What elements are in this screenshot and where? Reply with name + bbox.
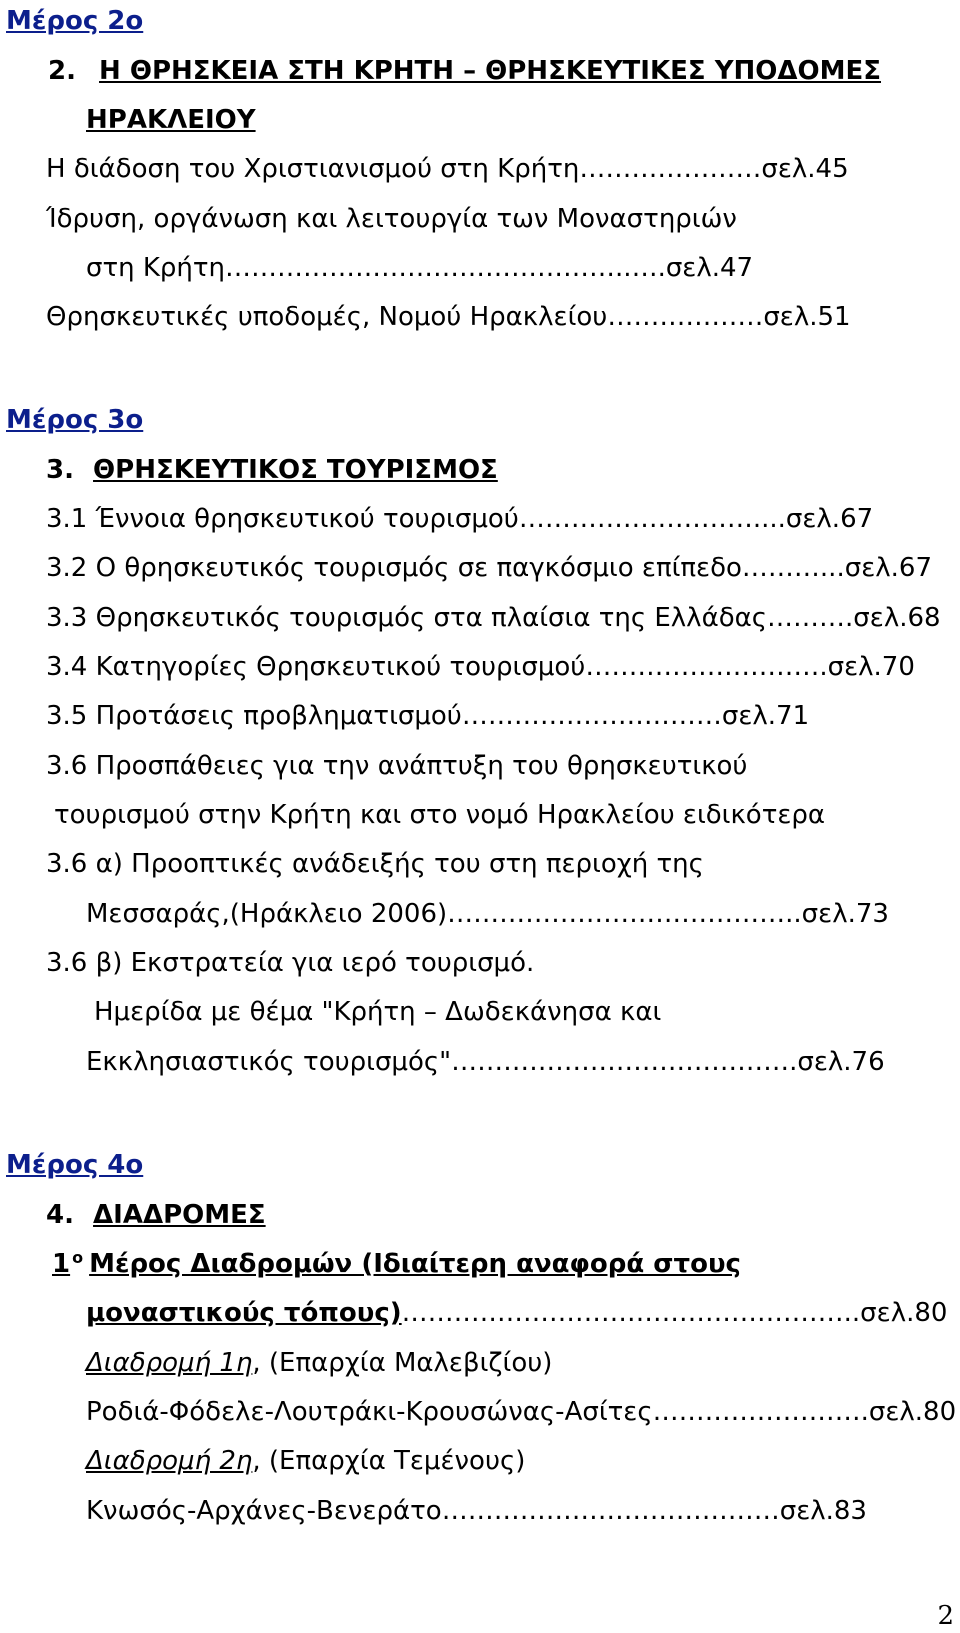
page-number: 2	[937, 1601, 954, 1631]
route-2-path: Κνωσός-Αρχάνες-Βενεράτο…………………………………σελ.83	[86, 1496, 867, 1526]
subsection-page: ……………………………………………..σελ.80	[401, 1298, 948, 1328]
toc-entry: στη Κρήτη………………………………………..….σελ.47	[86, 253, 754, 283]
route-2-region: , (Επαρχία Τεμένους)	[252, 1446, 526, 1476]
subsection-title-line1: Μέρος Διαδρομών (Ιδιαίτερη αναφορά στους	[89, 1249, 741, 1279]
toc-entry: 3.2 Ο θρησκευτικός τουρισμός σε παγκόσμιο επίπεδο………...σελ.67	[46, 553, 932, 583]
part-4-label: Μέρος 4ο	[6, 1150, 144, 1180]
subsection-line2	[86, 1296, 947, 1330]
toc-entry: Μεσσαράς,(Ηράκλειο 2006)…………………………………..σελ.73	[86, 899, 889, 929]
toc-entry: 3.3 Θρησκευτικός τουρισμός στα πλαίσια της Ελλάδας……….σελ.68	[46, 603, 941, 633]
route-2-label: Διαδρομή 2η	[86, 1446, 253, 1476]
part-3-label: Μέρος 3ο	[6, 405, 144, 435]
toc-entry: 3.4 Κατηγορίες Θρησκευτικού τουρισμού……………………….σελ.70	[46, 652, 915, 682]
section-2-title-line2: ΗΡΑΚΛΕΙΟΥ	[86, 105, 256, 135]
subsection-heading	[52, 1247, 741, 1284]
section-2-heading	[48, 54, 881, 88]
section-3-heading	[46, 453, 498, 487]
toc-entry: Θρησκευτικές υποδομές, Νομού Ηρακλείου………………σελ.51	[46, 302, 851, 332]
section-3-number: 3.	[46, 455, 74, 485]
toc-entry: Εκκλησιαστικός τουρισμός"………………………………….σελ.76	[86, 1047, 885, 1077]
toc-entry: τουρισμού στην Κρήτη και στο νομό Ηρακλείου ειδικότερα	[54, 800, 826, 830]
route-1-region: , (Επαρχία Μαλεβιζίου)	[252, 1348, 553, 1378]
route-1-heading	[86, 1346, 552, 1380]
toc-entry: 3.6 Προσπάθειες για την ανάπτυξη του θρησκευτικού	[46, 751, 748, 781]
toc-entry: 3.6 β) Εκστρατεία για ιερό τουρισμό.	[46, 948, 535, 978]
section-4-heading	[46, 1198, 266, 1232]
toc-entry: 3.6 α) Προοπτικές ανάδειξής του στη περιοχή της	[46, 849, 704, 879]
section-3-title: ΘΡΗΣΚΕΥΤΙΚΟΣ ΤΟΥΡΙΣΜΟΣ	[93, 455, 498, 485]
toc-entry: Η διάδοση του Χριστιανισμού στη Κρήτη…………………σελ.45	[46, 154, 849, 184]
section-4-number: 4.	[46, 1200, 74, 1230]
part-2-label: Μέρος 2ο	[6, 6, 144, 36]
toc-entry: 3.1 Έννοια θρησκευτικού τουρισμού………………………....σελ.67	[46, 504, 874, 534]
route-1-path: Ροδιά-Φόδελε-Λουτράκι-Κρουσώνας-Ασίτες…………………….σελ.80	[86, 1397, 957, 1427]
toc-entry: Ημερίδα με θέμα "Κρήτη – Δωδεκάνησα και	[94, 997, 662, 1027]
subsection-title-line2: μοναστικούς τόπους)	[86, 1298, 402, 1328]
subsection-ordinal: ο	[72, 1248, 84, 1267]
route-1-label: Διαδρομή 1η	[86, 1348, 253, 1378]
route-2-heading	[86, 1444, 525, 1478]
section-4-title: ΔΙΑΔΡΟΜΕΣ	[93, 1200, 266, 1230]
subsection-number: 1	[52, 1249, 71, 1279]
section-2-number: 2.	[48, 56, 76, 86]
toc-entry: Ίδρυση, οργάνωση και λειτουργία των Μοναστηριών	[46, 204, 737, 234]
toc-entry: 3.5 Προτάσεις προβληματισμού…………………………σελ.71	[46, 701, 810, 731]
section-2-title-line1: Η ΘΡΗΣΚΕΙΑ ΣΤΗ ΚΡΗΤΗ – ΘΡΗΣΚΕΥΤΙΚΕΣ ΥΠΟΔΟΜΕΣ	[99, 56, 881, 86]
